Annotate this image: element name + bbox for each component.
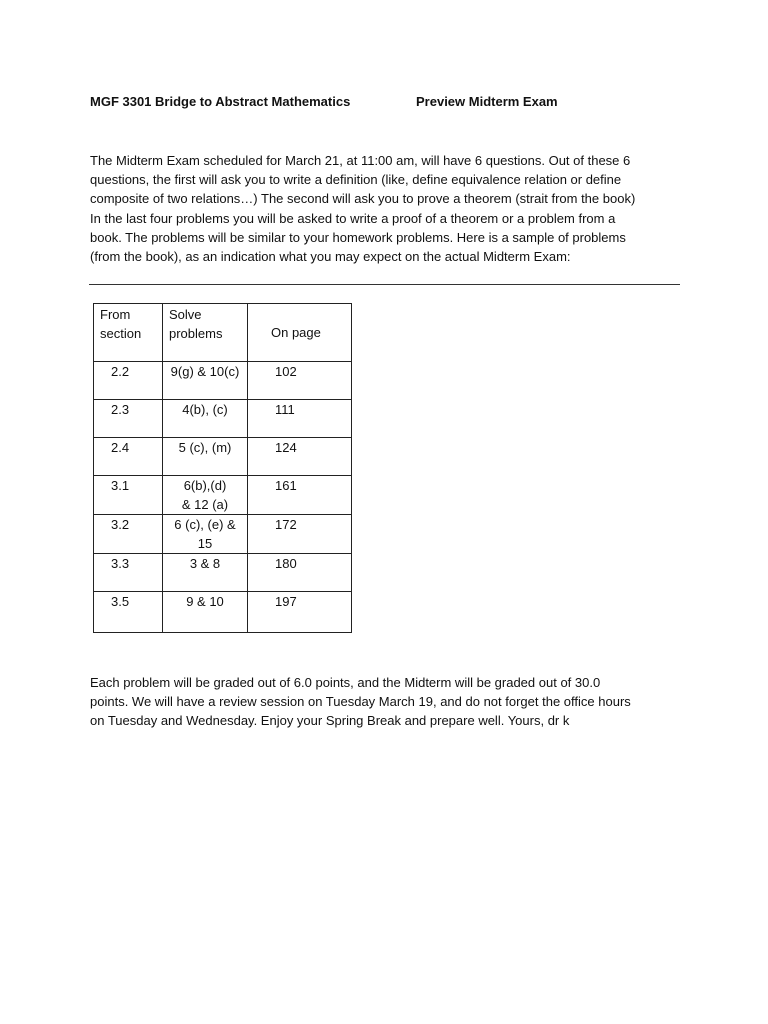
- cell-problems: 4(b), (c): [163, 400, 248, 438]
- table-row: [94, 554, 352, 592]
- intro-line: (from the book), as an indication what you may expect on the actual Midterm Exam:: [90, 249, 571, 265]
- cell-section: 3.1: [94, 476, 163, 515]
- table-row: [94, 438, 352, 476]
- horizontal-rule: [89, 284, 680, 285]
- table-row: [94, 400, 352, 438]
- cell-problems: 6(b),(d) & 12 (a): [163, 476, 248, 515]
- cell-problems: 6 (c), (e) & 15: [163, 515, 248, 554]
- table-row: [94, 476, 352, 515]
- cell-page: 124: [248, 438, 352, 476]
- cell-section: 3.3: [94, 554, 163, 592]
- cell-problems: 9(g) & 10(c): [163, 362, 248, 400]
- closing-line: points. We will have a review session on Tuesday March 19, and do not forget the office hours: [90, 694, 631, 710]
- cell-section: 2.3: [94, 400, 163, 438]
- closing-paragraph: [90, 673, 690, 731]
- header-on-page: On page: [248, 304, 352, 362]
- cell-problems: 5 (c), (m): [163, 438, 248, 476]
- cell-page: 111: [248, 400, 352, 438]
- cell-page: 197: [248, 592, 352, 633]
- course-title: MGF 3301 Bridge to Abstract Mathematics: [90, 94, 351, 109]
- intro-line: questions, the first will ask you to write a definition (like, define equivalence relation or define: [90, 172, 622, 188]
- cell-page: 161: [248, 476, 352, 515]
- cell-page: 102: [248, 362, 352, 400]
- intro-paragraph: [90, 151, 680, 266]
- table-row: [94, 362, 352, 400]
- table-header-row: [94, 304, 352, 362]
- cell-page: 172: [248, 515, 352, 554]
- closing-line: on Tuesday and Wednesday. Enjoy your Spring Break and prepare well. Yours, dr k: [90, 713, 570, 729]
- intro-line: book. The problems will be similar to your homework problems. Here is a sample of problems: [90, 229, 626, 245]
- exam-title: Preview Midterm Exam: [416, 94, 558, 109]
- cell-section: 2.4: [94, 438, 163, 476]
- cell-problems: 3 & 8: [163, 554, 248, 592]
- intro-line: The Midterm Exam scheduled for March 21, at 11:00 am, will have 6 questions. Out of these 6: [90, 153, 631, 168]
- cell-section: 2.2: [94, 362, 163, 400]
- header-from-section: From section: [94, 304, 163, 362]
- cell-section: 3.5: [94, 592, 163, 633]
- closing-line: Each problem will be graded out of 6.0 points, and the Midterm will be graded out of 30.0: [90, 675, 601, 690]
- cell-problems: 9 & 10: [163, 592, 248, 633]
- intro-line: In the last four problems you will be asked to write a proof of a theorem or a problem from a: [90, 210, 616, 226]
- header-solve-problems: Solve problems: [163, 304, 248, 362]
- sample-problems-table: [93, 303, 352, 633]
- cell-page: 180: [248, 554, 352, 592]
- cell-section: 3.2: [94, 515, 163, 554]
- table-row: [94, 515, 352, 554]
- intro-line: composite of two relations…) The second will ask you to prove a theorem (strait from the book): [90, 191, 636, 207]
- table-row: [94, 592, 352, 633]
